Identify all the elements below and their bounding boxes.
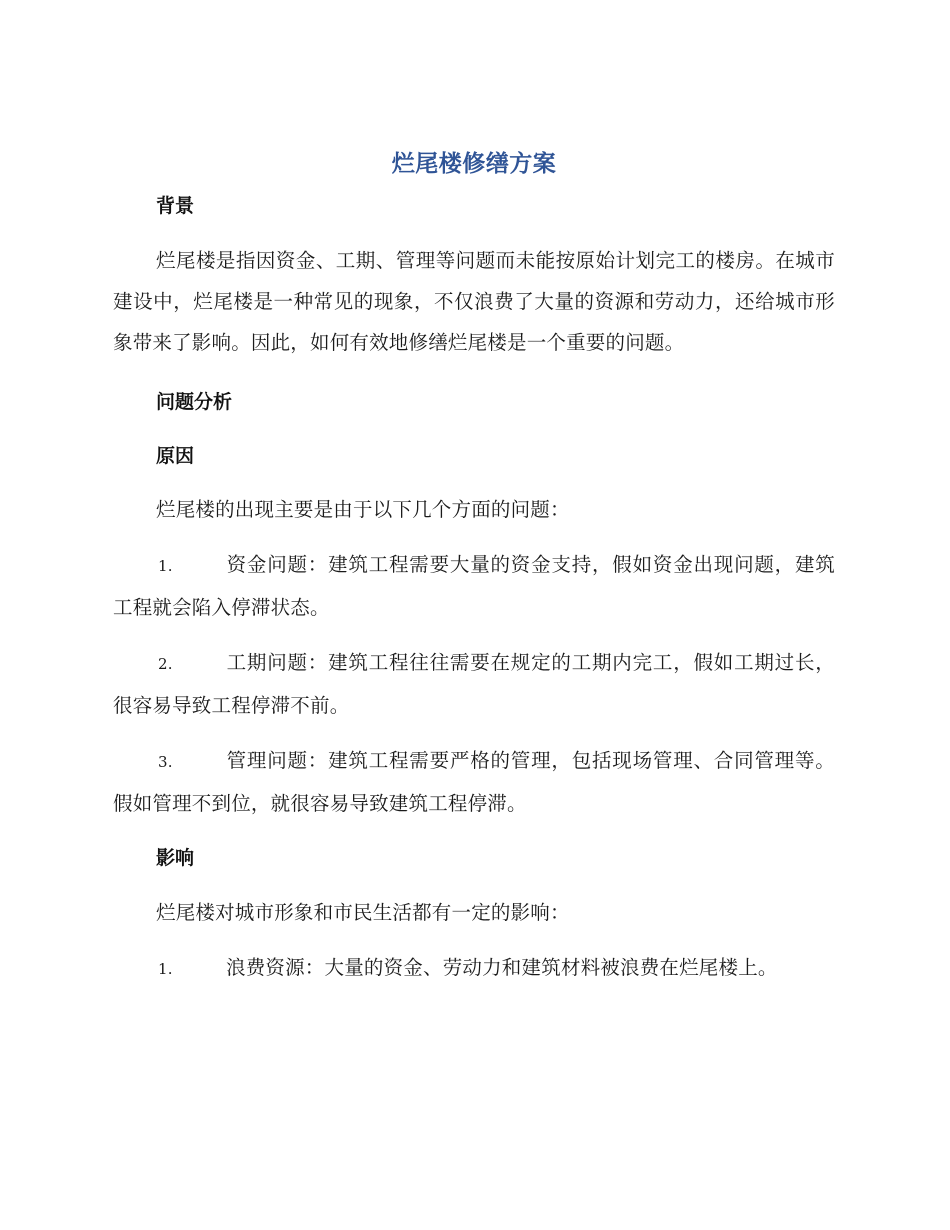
list-item-cause-1 [113,544,835,628]
list-item-cause-2 [113,642,835,726]
heading-impact: 影响 [156,847,195,869]
list-item-impact-1 [113,947,835,990]
list-item-cause-3 [113,740,835,824]
heading-analysis: 问题分析 [156,391,233,413]
list-item-text: 工期问题：建筑工程往往需要在规定的工期内完工，假如工期过长，很容易导致工程停滞不前。 [113,651,835,717]
paragraph-causes-intro: 烂尾楼的出现主要是由于以下几个方面的问题： [156,498,570,521]
list-item-text: 浪费资源：大量的资金、劳动力和建筑材料被浪费在烂尾楼上。 [226,956,778,979]
list-number: 1. [158,960,173,978]
list-number: 2. [158,655,173,673]
heading-causes: 原因 [156,445,195,467]
document-title: 烂尾楼修缮方案 [391,151,557,177]
list-number: 3. [158,753,173,771]
heading-background: 背景 [156,195,195,217]
paragraph-impact-intro: 烂尾楼对城市形象和市民生活都有一定的影响： [156,901,570,924]
list-number: 1. [158,557,173,575]
document-content [113,142,835,990]
paragraph-background: 烂尾楼是指因资金、工期、管理等问题而未能按原始计划完工的楼房。在城市建设中，烂尾楼是一种常见的现象，不仅浪费了大量的资源和劳动力，还给城市形象带来了影响。因此，如何有效地修缮烂尾楼是一个重要的问题。 [113,249,835,354]
list-item-text: 管理问题：建筑工程需要严格的管理，包括现场管理、合同管理等。假如管理不到位，就很容易导致建筑工程停滞。 [113,749,835,815]
list-item-text: 资金问题：建筑工程需要大量的资金支持，假如资金出现问题，建筑工程就会陷入停滞状态。 [113,553,835,619]
